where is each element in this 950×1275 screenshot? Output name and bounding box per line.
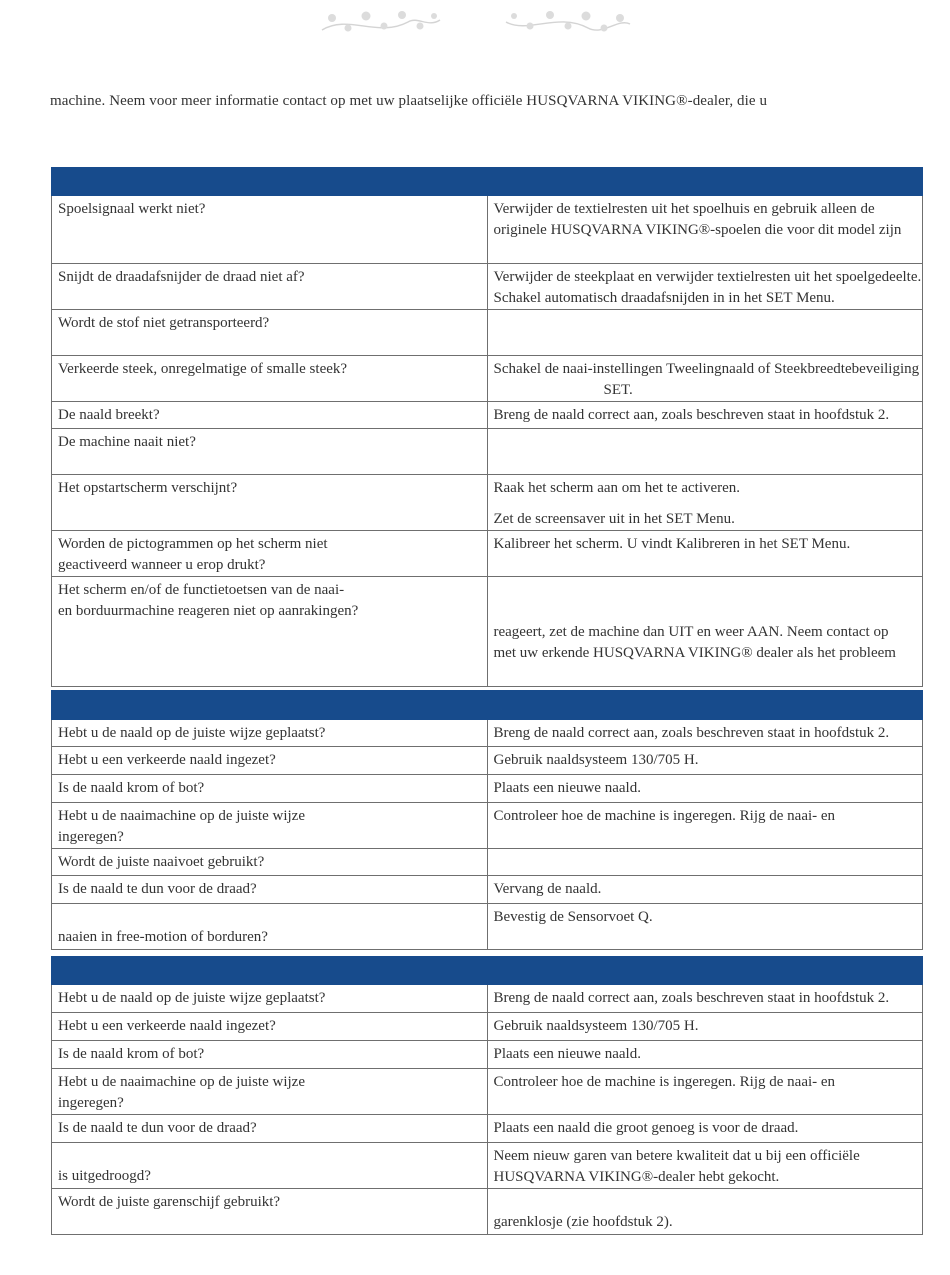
problem-text: Is de naald te dun voor de draad? (58, 881, 257, 897)
table-row (52, 356, 923, 402)
problem-text: en borduurmachine reageren niet op aanrakingen? (58, 603, 359, 619)
problem-text: Snijdt de draadafsnijder de draad niet af? (58, 269, 305, 285)
solution-text: Controleer hoe de machine is ingeregen. Rijg de naai- en (493, 808, 836, 824)
problem-cell (52, 1041, 488, 1069)
problem-cell (52, 720, 488, 747)
section-header-band (52, 168, 923, 196)
table-row (52, 1013, 923, 1041)
table-row (52, 310, 923, 356)
solution-cell (487, 1143, 923, 1189)
solution-text: Controleer hoe de machine is ingeregen. Rijg de naai- en (493, 1074, 836, 1090)
intro-text: machine. Neem voor meer informatie contact op met uw plaatselijke officiële HUSQVARNA VIKING®-dealer, die u (50, 93, 768, 109)
solution-cell (487, 876, 923, 904)
problem-cell (52, 1115, 488, 1143)
problem-text: Verkeerde steek, onregelmatige of smalle steek? (58, 361, 348, 377)
solution-text: Breng de naald correct aan, zoals beschreven staat in hoofdstuk 2. (493, 990, 890, 1006)
solution-cell (487, 475, 923, 531)
problem-cell (52, 1013, 488, 1041)
solution-text: garenklosje (zie hoofdstuk 2). (493, 1214, 673, 1230)
troubleshoot-table-2 (51, 690, 923, 950)
solution-cell (487, 1013, 923, 1041)
solution-cell (487, 531, 923, 577)
solution-text: Vervang de naald. (493, 881, 602, 897)
solution-text: SET. (603, 382, 633, 398)
problem-cell (52, 356, 488, 402)
solution-cell (487, 1115, 923, 1143)
problem-text: Hebt u een verkeerde naald ingezet? (58, 1018, 276, 1034)
solution-cell (487, 402, 923, 429)
problem-cell (52, 1069, 488, 1115)
solution-cell (487, 985, 923, 1013)
problem-cell (52, 429, 488, 475)
problem-text: Is de naald te dun voor de draad? (58, 1120, 257, 1136)
troubleshoot-table-1 (51, 167, 923, 687)
problem-text: naaien in free-motion of borduren? (58, 929, 268, 945)
section-header-band (52, 957, 923, 985)
solution-cell (487, 803, 923, 849)
problem-text: Hebt u de naaimachine op de juiste wijze (58, 1074, 305, 1090)
table-row (52, 904, 923, 950)
solution-text: met uw erkende HUSQVARNA VIKING® dealer als het probleem (493, 645, 896, 661)
problem-text: Is de naald krom of bot? (58, 780, 205, 796)
table-row (52, 1115, 923, 1143)
solution-text: Gebruik naaldsysteem 130/705 H. (493, 1018, 699, 1034)
table-row (52, 402, 923, 429)
problem-cell (52, 310, 488, 356)
table-row (52, 531, 923, 577)
problem-cell (52, 196, 488, 264)
table-row (52, 720, 923, 747)
problem-cell (52, 849, 488, 876)
table-row (52, 1069, 923, 1115)
solution-text: Schakel automatisch draadafsnijden in in het SET Menu. (493, 290, 835, 306)
problem-cell (52, 904, 488, 950)
solution-cell (487, 747, 923, 775)
problem-text: ingeregen? (58, 829, 124, 845)
table-row (52, 429, 923, 475)
table-row (52, 1143, 923, 1189)
table-row (52, 1041, 923, 1069)
problem-cell (52, 803, 488, 849)
solution-text: Gebruik naaldsysteem 130/705 H. (493, 752, 699, 768)
solution-text: reageert, zet de machine dan UIT en weer AAN. Neem contact op (493, 624, 889, 640)
solution-cell (487, 1041, 923, 1069)
problem-text: geactiveerd wanneer u erop drukt? (58, 557, 266, 573)
table-row (52, 577, 923, 687)
problem-cell (52, 531, 488, 577)
problem-cell (52, 264, 488, 310)
problem-cell (52, 985, 488, 1013)
solution-text: Plaats een naald die groot genoeg is voor de draad. (493, 1120, 799, 1136)
problem-text: Het opstartscherm verschijnt? (58, 480, 238, 496)
solution-text: Plaats een nieuwe naald. (493, 780, 641, 796)
solution-cell (487, 1189, 923, 1235)
solution-text: Verwijder de steekplaat en verwijder textielresten uit het spoelgedeelte. (493, 269, 922, 285)
table-row (52, 264, 923, 310)
problem-cell (52, 747, 488, 775)
floral-ornament (318, 4, 634, 40)
solution-text: Breng de naald correct aan, zoals beschreven staat in hoofdstuk 2. (493, 725, 890, 741)
table-row (52, 985, 923, 1013)
solution-cell (487, 1069, 923, 1115)
solution-text: Plaats een nieuwe naald. (493, 1046, 641, 1062)
solution-text: Neem nieuw garen van betere kwaliteit dat u bij een officiële (493, 1148, 860, 1164)
problem-text: Hebt u de naaimachine op de juiste wijze (58, 808, 305, 824)
solution-cell (487, 577, 923, 687)
problem-text: Hebt u de naald op de juiste wijze geplaatst? (58, 725, 326, 741)
problem-text: Hebt u een verkeerde naald ingezet? (58, 752, 276, 768)
solution-text: Verwijder de textielresten uit het spoelhuis en gebruik alleen de (493, 201, 875, 217)
table-row (52, 803, 923, 849)
table-row (52, 849, 923, 876)
solution-text: Zet de screensaver uit in het SET Menu. (493, 511, 735, 527)
solution-cell (487, 720, 923, 747)
table-row (52, 876, 923, 904)
solution-text: Raak het scherm aan om het te activeren. (493, 480, 741, 496)
section-header-band (52, 691, 923, 720)
solution-cell (487, 904, 923, 950)
problem-text: De machine naait niet? (58, 434, 196, 450)
problem-text: Wordt de juiste garenschijf gebruikt? (58, 1194, 281, 1210)
solution-cell (487, 310, 923, 356)
problem-cell (52, 1143, 488, 1189)
solution-cell (487, 196, 923, 264)
problem-text: Spoelsignaal werkt niet? (58, 201, 206, 217)
problem-text: Wordt de juiste naaivoet gebruikt? (58, 854, 265, 870)
solution-text: Kalibreer het scherm. U vindt Kalibreren in het SET Menu. (493, 536, 851, 552)
solution-cell (487, 849, 923, 876)
table-row (52, 1189, 923, 1235)
problem-cell (52, 1189, 488, 1235)
problem-text: Het scherm en/of de functietoetsen van de naai- (58, 582, 345, 598)
problem-cell (52, 475, 488, 531)
problem-text: De naald breekt? (58, 407, 160, 423)
problem-text: is uitgedroogd? (58, 1168, 151, 1184)
solution-text: Schakel de naai-instellingen Tweelingnaald of Steekbreedtebeveiliging (493, 361, 920, 377)
problem-cell (52, 876, 488, 904)
problem-cell (52, 775, 488, 803)
problem-text: Worden de pictogrammen op het scherm niet (58, 536, 328, 552)
problem-cell (52, 402, 488, 429)
problem-text: Wordt de stof niet getransporteerd? (58, 315, 270, 331)
table-row (52, 196, 923, 264)
solution-text: Bevestig de Sensorvoet Q. (493, 909, 653, 925)
problem-text: Hebt u de naald op de juiste wijze geplaatst? (58, 990, 326, 1006)
solution-text: HUSQVARNA VIKING®-dealer hebt gekocht. (493, 1169, 780, 1185)
solution-cell (487, 775, 923, 803)
problem-text: ingeregen? (58, 1095, 124, 1111)
table-row (52, 747, 923, 775)
solution-cell (487, 429, 923, 475)
solution-cell (487, 356, 923, 402)
problem-cell (52, 577, 488, 687)
table-row (52, 775, 923, 803)
solution-cell (487, 264, 923, 310)
problem-text: Is de naald krom of bot? (58, 1046, 205, 1062)
solution-text: Breng de naald correct aan, zoals beschreven staat in hoofdstuk 2. (493, 407, 890, 423)
solution-text: originele HUSQVARNA VIKING®-spoelen die voor dit model zijn (493, 222, 902, 238)
table-row (52, 475, 923, 531)
troubleshoot-table-3 (51, 956, 923, 1235)
